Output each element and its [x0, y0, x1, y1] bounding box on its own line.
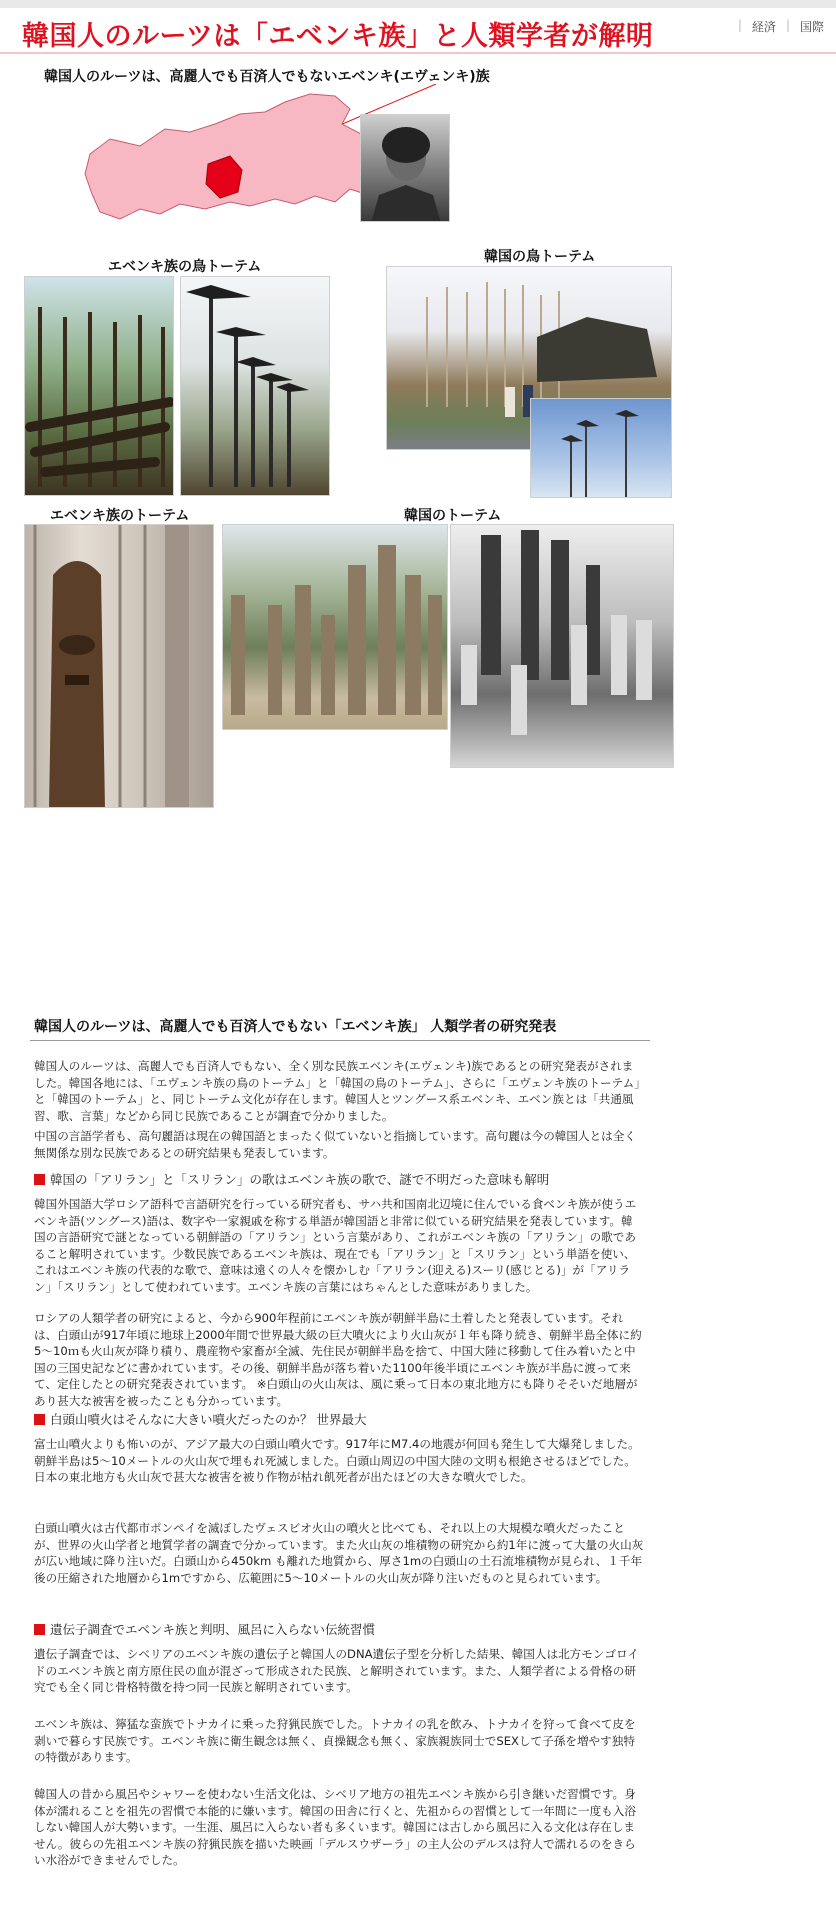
- forest-totem-graphic: [25, 525, 214, 808]
- article-paragraph-4: ロシアの人類学者の研究によると、今から900年程前にエベンキ族が朝鮮半島に土着したと発表しています。それは、白頭山が917年頃に地球上2000年間で世界最大級の巨大噴火により火山灰が１年も降り続き、朝鮮半島全体に約5～10ｍも火山灰が降り積り、農産物や家畜が全滅、先住民が朝鮮半島を捨て、中国大陸に移動して住み着いたと中国の三国史記などに書かれています。その後、朝鮮半島が落ち着いた1100年後半頃にエベンキ族が半島に渡って来て、定住したとの研究発表されています。 ※白頭山の火山灰は、風に乗って日本の東北地方にも降りそそいだ地層があり甚大な被害を被ったことも分かっています。: [34, 1311, 642, 1408]
- korea-totem-photo-2: [450, 524, 674, 768]
- subheading-text: 白頭山噴火はそんなに大きい噴火だったのか？ 世界最大: [50, 1412, 367, 1427]
- nav-separator: |: [737, 18, 742, 32]
- article-paragraph-6: 白頭山噴火は古代都市ポンペイを滅ぼしたヴェスビオ火山の噴火と比べても、それ以上の大規模な噴火だったことが、世界の火山学者と地質学者の調査で分かっています。また火山灰の堆積物の研究から約1年に渡って大量の火山灰が広い地域に降り注いだ。白頭山から450km も離れた地質から、厚さ1mの白頭山の土石流堆積物が見られ、１千年後の圧縮された地層から1mですから、広範囲に5～10メートルの火山灰が降り注いだものと見られています。: [34, 1521, 644, 1585]
- evenki-bird-totem-photo-2: [180, 276, 330, 496]
- evenki-bird-totem-photo-1: [24, 276, 174, 496]
- article-heading-rule: [30, 1040, 650, 1041]
- article-paragraph-8: エベンキ族は、獰猛な蛮族でトナカイに乗った狩猟民族でした。トナカイの乳を飲み、トナカイを狩って食べて皮を剥いで暮らす民族です。エベンキ族に衛生観念は無く、貞操観念も無く、家族親族同士でSEXして子孫を増やす独特の特徴があります。: [34, 1717, 636, 1764]
- poles-graphic: [25, 277, 174, 496]
- red-square-bullet-icon: [34, 1624, 45, 1635]
- caption-korea-totem: 韓国のトーテム: [404, 508, 502, 524]
- sky-poles-graphic: [531, 399, 672, 498]
- korea-bird-totem-photo-2: [530, 398, 672, 498]
- caption-evenki-totem: エベンキ族のトーテム: [50, 508, 190, 524]
- subheading-text: 遺伝子調査でエベンキ族と判明、風呂に入らない伝統習慣: [50, 1622, 376, 1637]
- article-paragraph-2: 中国の言語学者も、高句麗語は現在の韓国語とまったく似ていないと指摘しています。高句麗は今の韓国人とは全く無関係な別な民族であるとの研究結果も発表しています。: [34, 1129, 636, 1160]
- article-heading: 韓国人のルーツは、高麗人でも百済人でもない「エベンキ族」 人類学者の研究発表: [34, 1019, 557, 1035]
- evenki-totem-photo: [24, 524, 214, 808]
- article-paragraph-5: 富士山噴火よりも怖いのが、アジア最大の白頭山噴火です。917年にM7.4の地震が何回も発生して大爆発しました。朝鮮半島は5～10メートルの火山灰で埋もれ死滅しました。白頭山周辺の中国大陸の文明も根絶させるほどでした。日本の東北地方も火山灰で甚大な被害を被り作物が枯れ飢死者が出たほどの大きな噴火でした。: [34, 1437, 640, 1484]
- village-totem-graphic: [451, 525, 674, 768]
- article-paragraph-3: 韓国外国語大学ロシア語科で言語研究を行っている研究者も、サハ共和国南北辺境に住んでいる食べンキ族が使うエベンキ語(ツングース)語は、数字や一家親戚を称する単語が韓国語と非常に似ている研究結果を発表しています。韓国の言語研究で謎となっている朝鮮語の「アリラン」という言葉があり、これがエベンキ族の「アリラン」の歌であること解明されています。少数民族であるエベンキ族は、現在でも「アリラン」と「スリラン」という単語を使い、これはエベンキ族の代表的な歌で、意味は遠くの人々を懐かしむ「アリラン(迎える)スーリ(感じとる)」が「アリラン」「スリラン」として使われています。エベンキ族の言葉にはちゃんとした意味がありました。: [34, 1197, 637, 1294]
- russia-region-shape: [85, 94, 402, 219]
- jangseung-graphic: [223, 525, 448, 730]
- evenki-portrait-photo: [360, 114, 450, 222]
- caption-evenki-bird-totem: エベンキ族の鳥トーテム: [108, 259, 262, 275]
- article-paragraph-7: 遺伝子調査では、シベリアのエベンキ族の遺伝子と韓国人のDNA遺伝子型を分析した結果、韓国人は北方モンゴロイドのエベンキ族と南方原住民の血が混ざって形成された民族、と解明されています。また、人類学者による骨格の研究でも全く同じ骨格特徴を持つ同一民族と解明されています。: [34, 1647, 639, 1694]
- title-divider: [0, 52, 836, 54]
- subheading-baekdu: [34, 1410, 366, 1428]
- top-bar: [0, 0, 836, 8]
- subheading-dna: [34, 1620, 375, 1638]
- portrait-figure: [361, 115, 450, 222]
- map-caption: 韓国人のルーツは、高麗人でも百済人でもないエベンキ(エヴェンキ)族: [44, 69, 490, 85]
- nav-link-economy[interactable]: 経済: [751, 20, 776, 34]
- subheading-text: 韓国の「アリラン」と「スリラン」の歌はエベンキ族の歌で、謎で不明だった意味も解明: [50, 1172, 550, 1187]
- caption-korea-bird-totem: 韓国の鳥トーテム: [484, 249, 596, 265]
- red-square-bullet-icon: [34, 1174, 45, 1185]
- subheading-arirang: [34, 1170, 549, 1188]
- article-paragraph-1: 韓国人のルーツは、高麗人でも百済人でもない、全く別な民族エベンキ(エヴェンキ)族であるとの研究発表がされました。韓国各地には、「エヴェンキ族の鳥のトーテム」と「韓国の鳥のトーテム」、さらに「エヴェンキ族のトーテム」と「韓国のトーテム」と、同じトーテム文化が存在します。韓国人とツングース系エベンキ、エベン族とは「共通風習、歌、言葉」などから同じ民族であることが調査で分かりました。: [34, 1059, 640, 1123]
- nav-separator: |: [785, 18, 790, 32]
- nav-link-international[interactable]: 国際: [799, 20, 824, 34]
- top-nav: [738, 18, 824, 35]
- article-paragraph-9: 韓国人の昔から風呂やシャワーを使わない生活文化は、シベリア地方の祖先エベンキ族から引き継いだ習慣です。身体が濡れることを祖先の習慣で本能的に嫌います。韓国の田舎に行くと、先祖からの習慣として一年間に一度も入浴しない韓国人が大勢います。一生涯、風呂に入らない者も多くいます。韓国には古しから風呂に入る文化は存在しません。彼らの先祖エベンキ族の狩猟民族を描いた映画「デルスウザーラ」の主人公のデルスは狩人で濡れるのをきらい水浴ができませんでした。: [34, 1787, 636, 1867]
- bird-poles-graphic: [181, 277, 330, 496]
- red-square-bullet-icon: [34, 1414, 45, 1425]
- korea-totem-photo-1: [222, 524, 448, 730]
- page-title: 韓国人のルーツは「エベンキ族」と人類学者が解明: [22, 21, 654, 52]
